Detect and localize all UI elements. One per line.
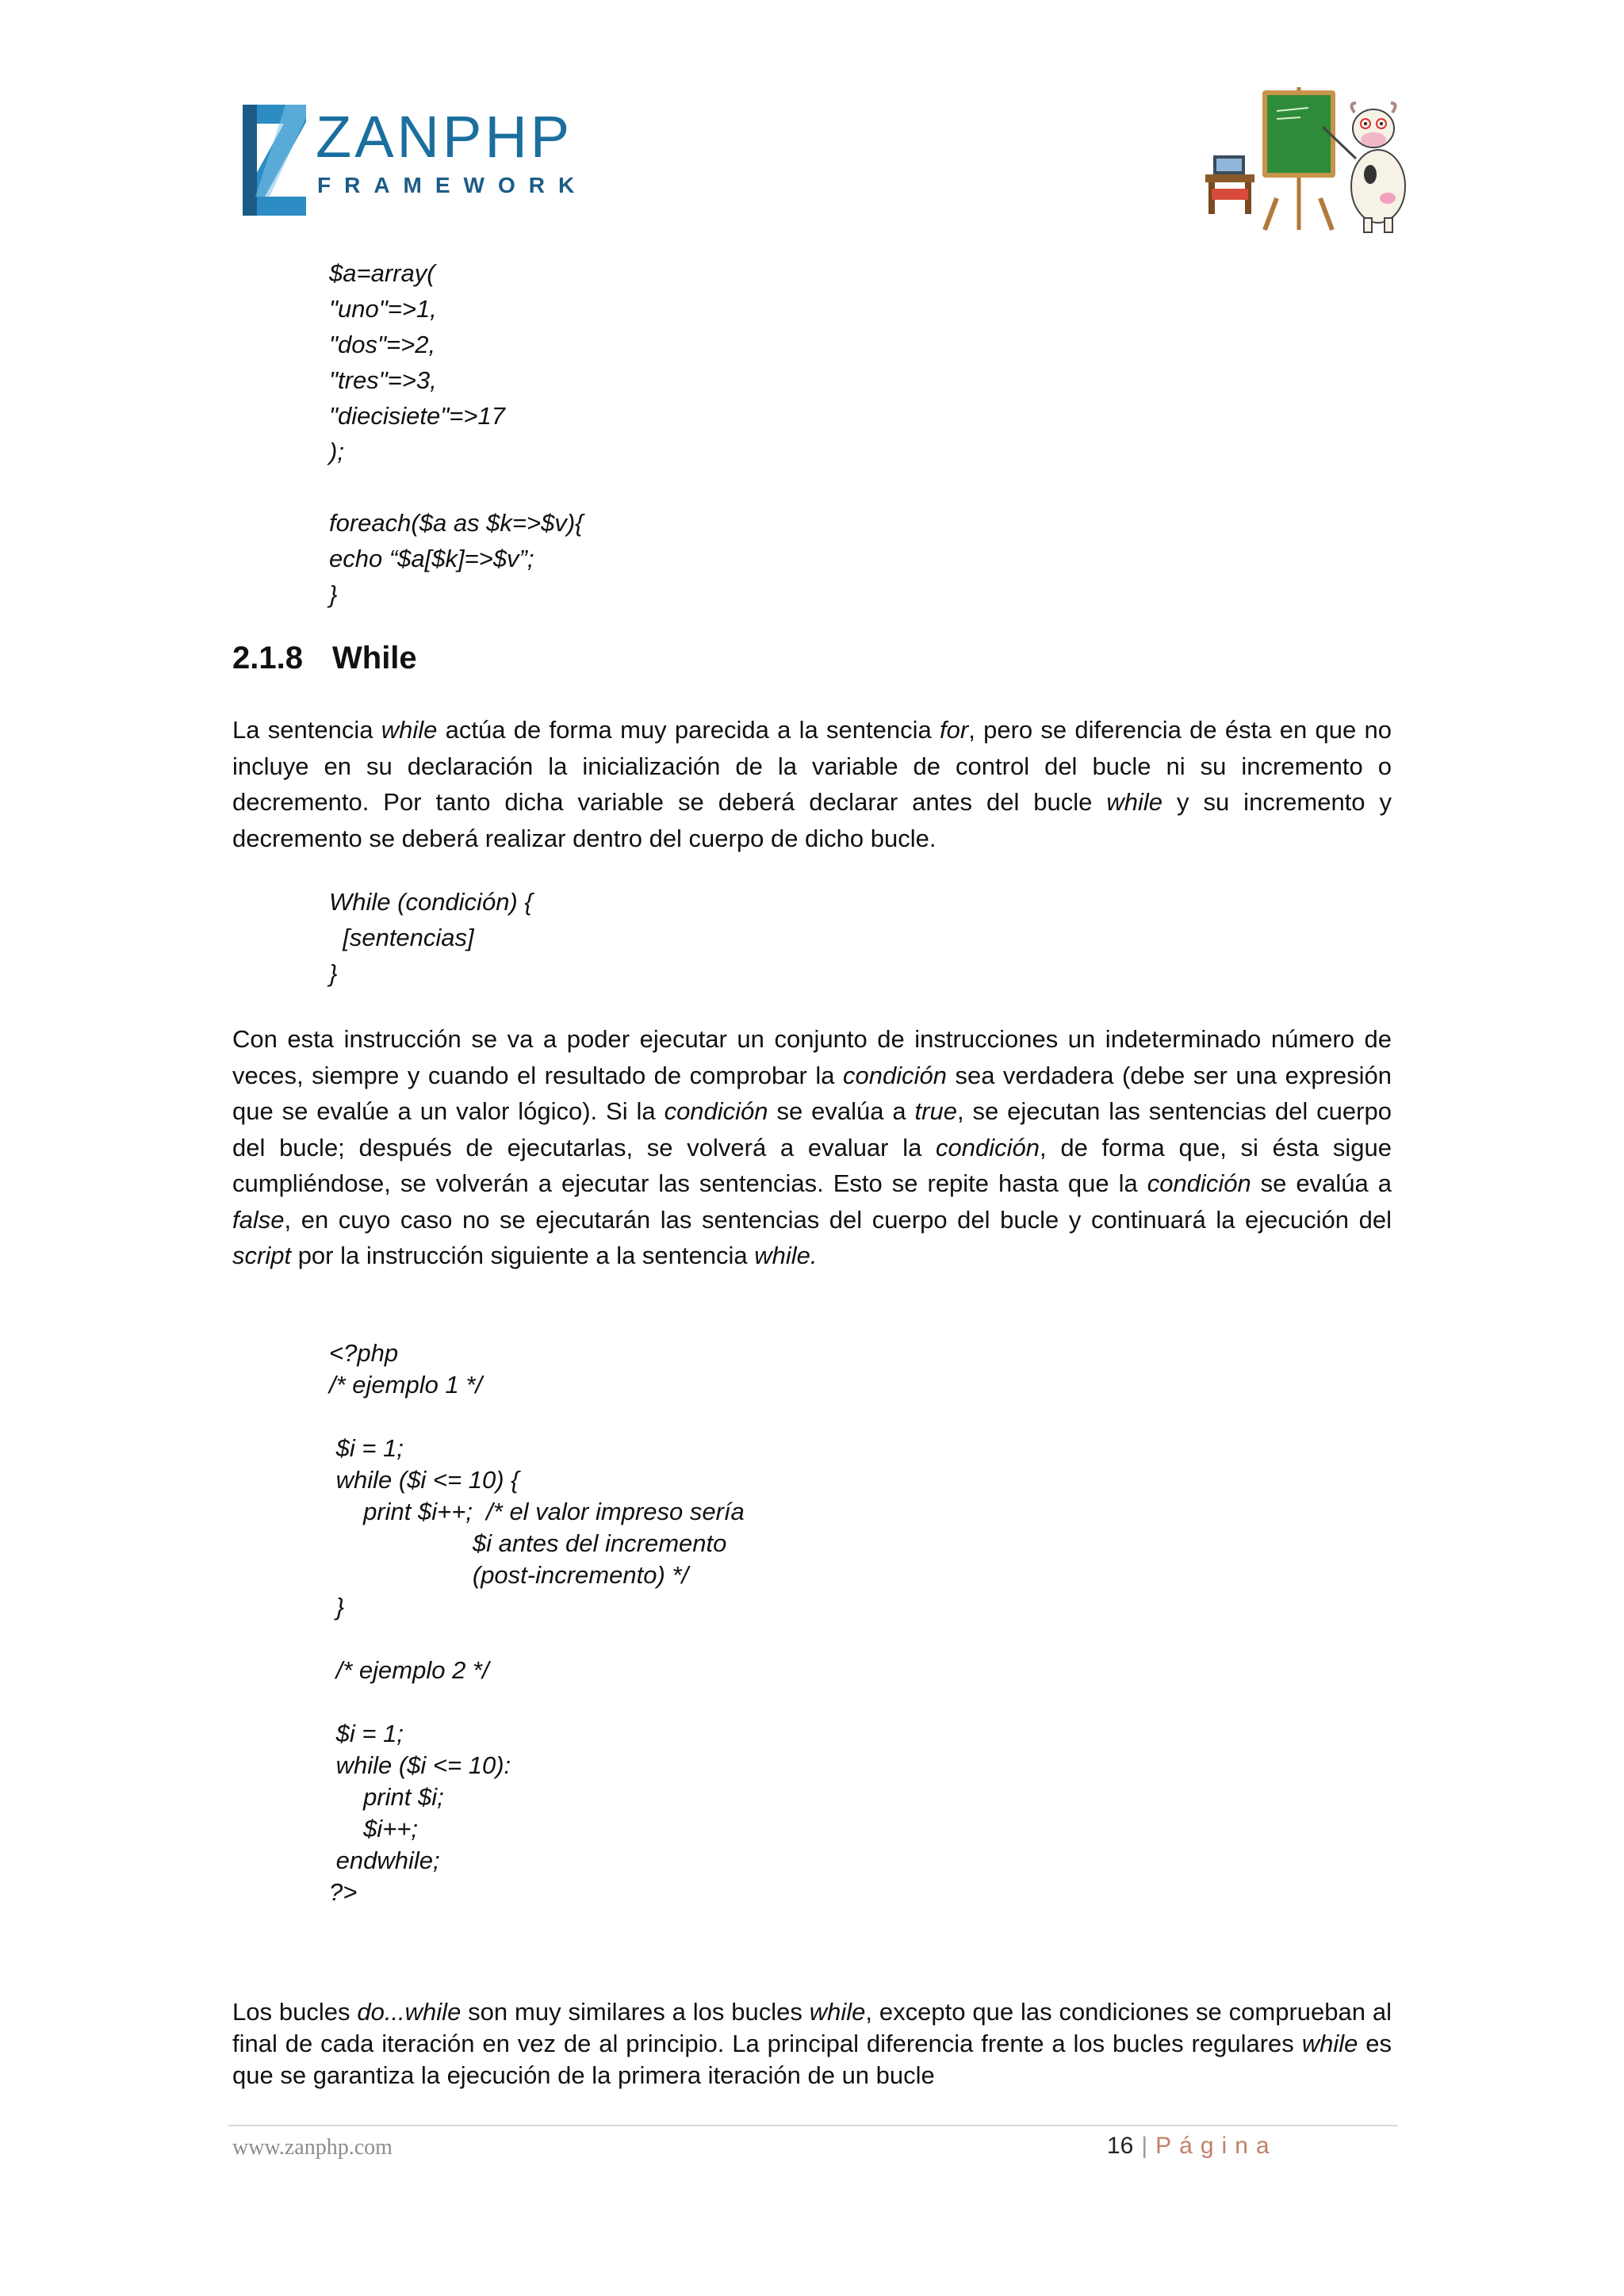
- paragraph-while-explanation: Con esta instrucción se va a poder ejecutar un conjunto de instrucciones un indeterminado número de veces, siempre y cuando el resultado de comprobar la condición sea verdadera (debe ser una expresión que se evalúe a un valor lógico). Si la condición se evalúa a true, se ejecutan las sentencias del cuerpo del bucle; después de ejecutarlas, se volverá a evaluar la condición, de forma que, si ésta sigue cumpliéndose, se volverán a ejecutar las sentencias. Esto se repite hasta que la condición se evalúa a false, en cuyo caso no se ejecutarán las sentencias del cuerpo del bucle y continuará la ejecución del script por la instrucción siguiente a la sentencia while.: [232, 1025, 1392, 1269]
- logo-title: ZANPHP: [316, 104, 573, 170]
- cow-teacher-illustration: [1189, 79, 1427, 238]
- page-separator: |: [1141, 2133, 1148, 2159]
- footer-page-number: [1107, 2133, 1277, 2160]
- paragraph-while-intro: La sentencia while actúa de forma muy parecida a la sentencia for, pero se diferencia de ésta en que no incluye en su declaración la inicialización de la variable de control del bucle ni su incremento o decremento. Por tanto dicha variable se deberá declarar antes del bucle while y su incremento y decremento se deberá realizar dentro del cuerpo de dicho bucle.: [232, 716, 1392, 852]
- section-number: 2.1.8: [232, 641, 303, 675]
- code-block-while-examples: <?php /* ejemplo 1 */ $i = 1; while ($i <= 10) { print $i++; /* el valor impreso sería $i antes del incremento (post-incremento) */ } /* ejemplo 2 */ $i = 1; while ($i <= 10): print $i; $i++; endwhile; ?>: [329, 1339, 745, 1906]
- section-heading: [232, 641, 417, 676]
- footer-url: www.zanphp.com: [232, 2135, 393, 2160]
- page-number: 16: [1107, 2133, 1134, 2159]
- footer-divider: [228, 2125, 1398, 2126]
- code-block-array-foreach: $a=array( "uno"=>1, "dos"=>2, "tres"=>3, "diecisiete"=>17 ); foreach($a as $k=>$v){ echo “$a[$k]=>$v”; }: [329, 259, 584, 608]
- page-label: Página: [1155, 2133, 1277, 2159]
- z-logo-icon: [238, 101, 309, 220]
- zanphp-logo: [238, 101, 588, 220]
- section-title: While: [332, 641, 417, 675]
- logo-subtitle: FRAMEWORK: [317, 173, 588, 197]
- paragraph-do-while: Los bucles do...while son muy similares a los bucles while, excepto que las condiciones se comprueban al final de cada iteración en vez de al principio. La principal diferencia frente a los bucles regulares while es que se garantiza la ejecución de la primera iteración de un bucle: [232, 1998, 1392, 2089]
- code-block-while-syntax: While (condición) { [sentencias] }: [329, 888, 533, 987]
